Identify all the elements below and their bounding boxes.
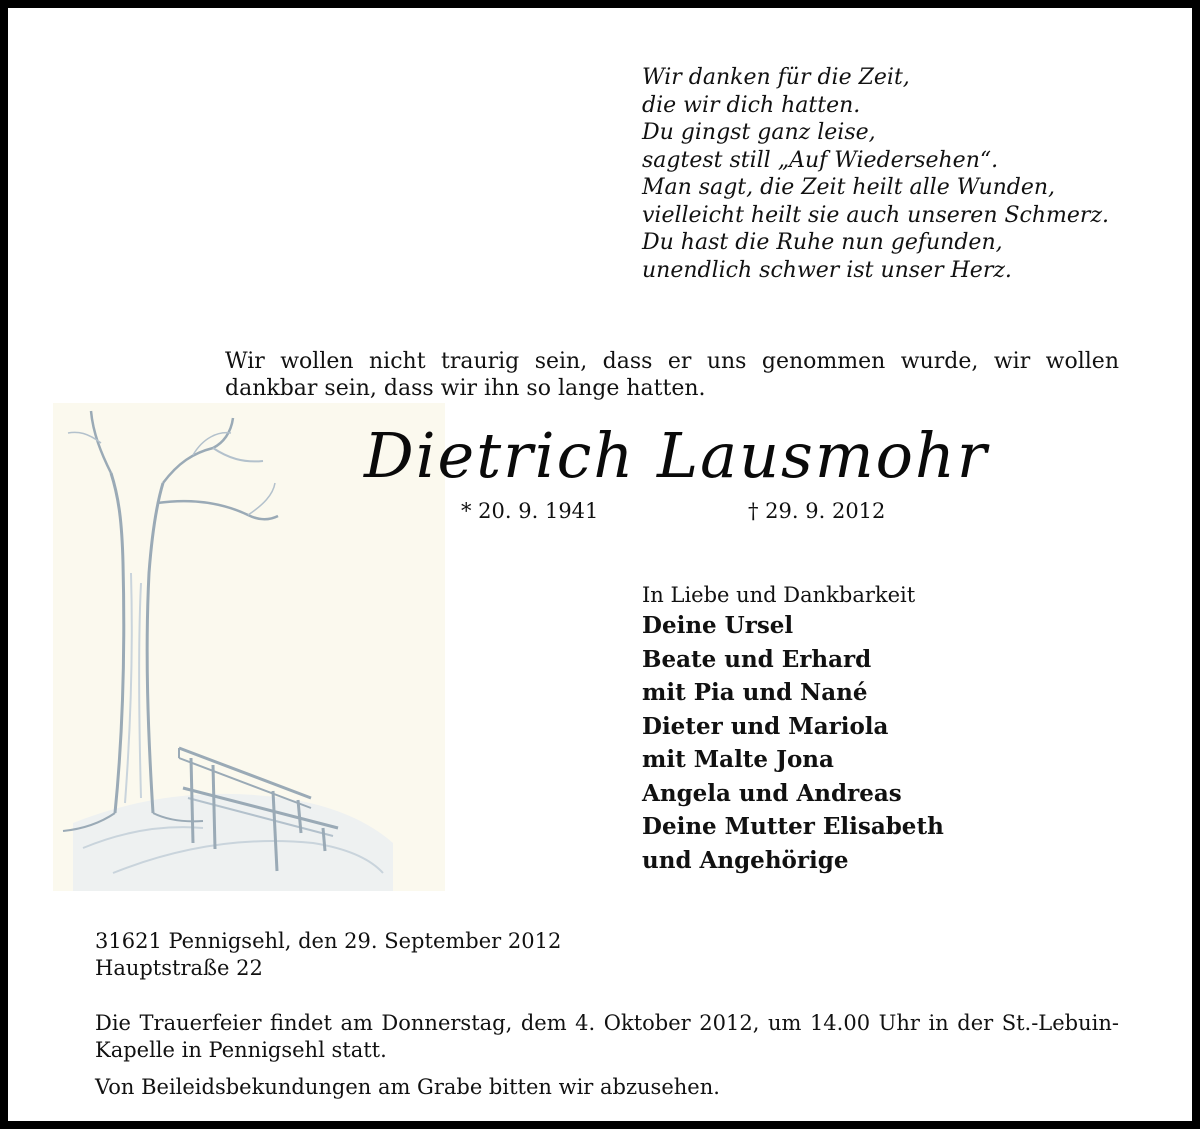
signature-name: mit Pia und Nané — [642, 679, 868, 706]
funeral-notice: Die Trauerfeier findet am Donnerstag, dem 4. Oktober 2012, um 14.00 Uhr in der St.-Lebuin-Kapelle in Pennigsehl statt. — [95, 1011, 1119, 1062]
place-date: 31621 Pennigsehl, den 29. September 2012 — [95, 929, 562, 953]
poem-line: unendlich schwer ist unser Herz. — [642, 257, 1012, 283]
poem-line: die wir dich hatten. — [642, 92, 861, 118]
poem — [642, 64, 1162, 284]
poem-line: Wir danken für die Zeit, — [642, 65, 910, 90]
deceased-name: Dietrich Lausmohr — [364, 419, 989, 492]
poem-line: vielleicht heilt sie auch unseren Schmerz. — [642, 202, 1110, 228]
condolence-note: Von Beileidsbekundungen am Grabe bitten wir abzusehen. — [95, 1075, 720, 1099]
death-date: † 29. 9. 2012 — [748, 499, 886, 523]
signature-name: Deine Ursel — [642, 612, 794, 639]
birth-date: * 20. 9. 1941 — [461, 499, 599, 523]
street-address: Hauptstraße 22 — [95, 956, 263, 980]
signature-name: Dieter und Mariola — [642, 712, 889, 740]
signature-name: mit Malte Jona — [642, 746, 834, 773]
location-block — [95, 928, 561, 982]
signature-name: und Angehörige — [642, 846, 849, 874]
intro-text: Wir wollen nicht traurig sein, dass er uns genommen wurde, wir wollen dankbar sein, dass wir ihn so lange hatten. — [225, 349, 1119, 401]
signature-name: Angela und Andreas — [642, 779, 902, 807]
poem-line: Du hast die Ruhe nun gefunden, — [642, 230, 1003, 255]
signatures — [642, 581, 1162, 877]
poem-line: Du gingst ganz leise, — [642, 120, 876, 145]
signature-name: Deine Mutter Elisabeth — [642, 813, 944, 840]
signature-intro: In Liebe und Dankbarkeit — [642, 583, 916, 607]
signature-name: Beate und Erhard — [642, 645, 872, 673]
poem-line: sagtest still „Auf Wiedersehen“. — [642, 147, 999, 173]
poem-line: Man sagt, die Zeit heilt alle Wunden, — [642, 175, 1056, 200]
